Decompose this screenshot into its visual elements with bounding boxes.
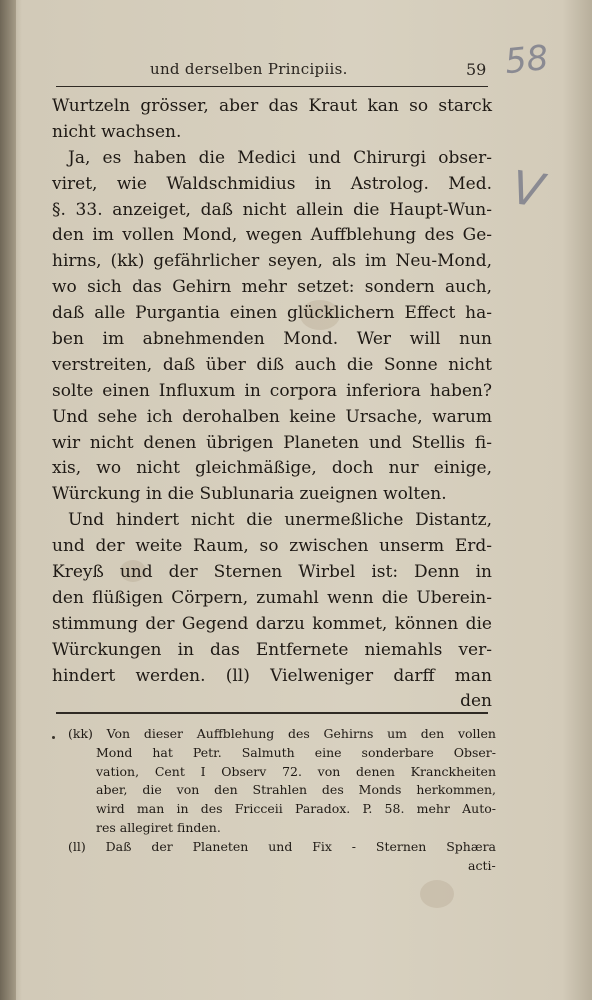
running-head: und derselben Principiis. [150, 60, 348, 78]
footnotes-block [68, 725, 496, 875]
ink-speck [52, 736, 55, 739]
text-line: Und hindert nicht die unermeßliche Distantz, [68, 510, 492, 531]
text-line: daß alle Purgantia einen glücklichern Effect ha- [52, 303, 492, 324]
text-line: viret, wie Waldschmidius in Astrolog. Med. [52, 173, 492, 194]
text-line: verstreiten, daß über diß auch die Sonne nicht [52, 354, 492, 375]
text-line: xis, wo nicht gleichmäßige, doch nur einige, [52, 458, 492, 479]
page-number: 59 [466, 60, 487, 79]
footnote-rule [56, 712, 488, 714]
text-line: hirns, (kk) gefährlicher seyen, als im Neu-Mond, [52, 251, 492, 272]
catchword: den [460, 691, 492, 712]
text-line: solte einen Influxum in corpora inferiora haben? [52, 380, 492, 401]
text-line: ben im abnehmenden Mond. Wer will nun [52, 329, 492, 350]
text-line: Würckungen in das Entfernete niemahls ver- [52, 639, 492, 660]
footnote-catchword: acti- [468, 857, 496, 873]
text-line: stimmung der Gegend darzu kommet, können die [52, 613, 492, 634]
foxing-spot [420, 880, 454, 908]
footnote-line: (kk) Von dieser Auffblehung des Gehirns um den vollen [68, 726, 496, 741]
text-line: Wurtzeln grösser, aber das Kraut kan so starck [52, 96, 492, 116]
text-line: den flüßigen Cörpern, zumahl wenn die Uberein- [52, 587, 492, 608]
footnote-line: (ll) Daß der Planeten und Fix - Sternen Sphæra [68, 838, 496, 854]
main-text-block [52, 94, 492, 715]
footnote-line: vation, Cent I Observ 72. von denen Kranckheiten [96, 763, 496, 779]
footnote-line: wird man in des Fricceii Paradox. P. 58. mehr Auto- [96, 801, 496, 817]
text-line: §. 33. anzeiget, daß nicht allein die Haupt-Wun- [52, 199, 492, 220]
binding-gutter [0, 0, 16, 1000]
text-line: Würckung in die Sublunaria zueignen wolten. [52, 484, 447, 505]
footnote-line: res allegiret finden. [96, 819, 221, 835]
header-rule [56, 86, 488, 87]
text-line: den im vollen Mond, wegen Auffblehung des Ge- [52, 225, 492, 246]
text-line: nicht wachsen. [52, 121, 182, 142]
text-line: wir nicht denen übrigen Planeten und Stellis fi- [52, 432, 492, 453]
footnote-line: aber, die von den Strahlen des Monds herkommen, [96, 782, 496, 798]
text-line: Ja, es haben die Medici und Chirurgi obser- [68, 147, 492, 168]
handwritten-page-note: 58 [503, 37, 551, 83]
text-line: Und sehe ich derohalben keine Ursache, warum [52, 406, 492, 427]
text-line: hindert werden. (ll) Vielweniger darff man [52, 665, 492, 686]
text-line: Kreyß und der Sternen Wirbel ist: Denn in [52, 562, 492, 583]
footnote-line: Mond hat Petr. Salmuth eine sonderbare Obser- [96, 744, 496, 760]
handwritten-check-mark: V [508, 160, 548, 218]
text-line: wo sich das Gehirn mehr setzet: sondern auch, [52, 277, 492, 298]
text-line: und der weite Raum, so zwischen unserm Erd- [52, 536, 492, 557]
